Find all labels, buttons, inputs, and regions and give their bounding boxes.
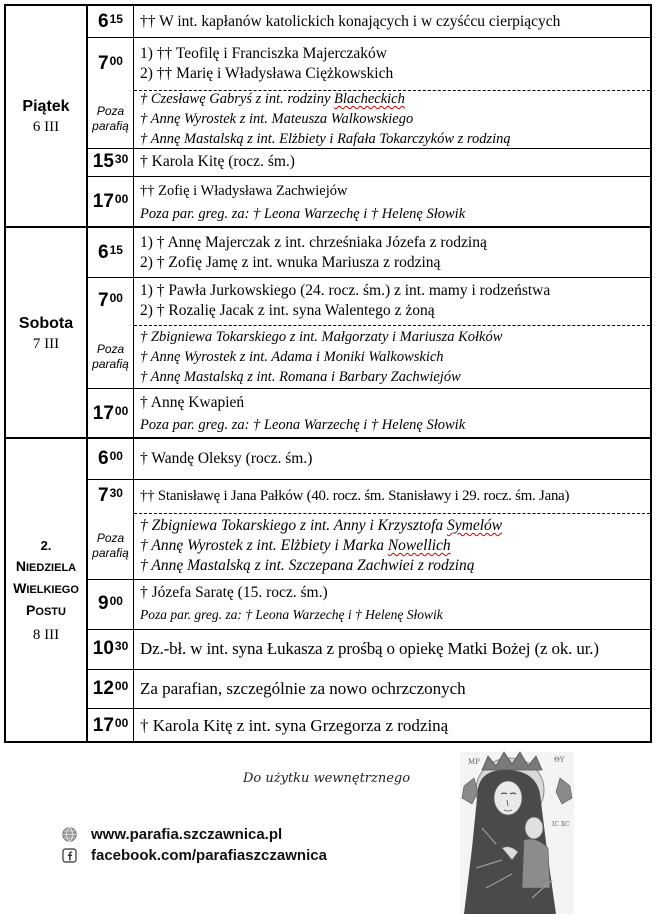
intention-line: † Karola Kitę (rocz. śm.) [140,153,295,170]
day-name-word: NIEDZIELA [15,557,77,574]
outside-parish-label: Poza parafią [88,513,134,579]
outside-parish-label: Poza parafią [88,325,134,388]
intention-line: 2) † Rozalię Jacak z int. syna Walentego z żoną [140,302,435,319]
intention-line: † Annę Mastalską z int. Szczepana Zachwiei z rodziną [140,557,475,574]
intention-line: 2) †† Marię i Władysława Ciężkowskich [140,64,394,82]
mass-intention [134,148,650,176]
intention-line: † Annę Mastalską z int. Romana i Barbary Zachwiejów [140,368,461,385]
website-link[interactable] [62,826,282,843]
svg-text:ΘΥ: ΘΥ [554,756,565,764]
day-date: 8 III [32,626,60,643]
mass-intention [134,439,650,479]
day-date: 7 III [32,335,60,352]
mass-intention [134,479,650,513]
day-date: 6 III [32,119,60,135]
day-name-number: 2. [40,537,52,553]
mass-intention [134,708,650,743]
intention-line: Za parafian, szczególnie za nowo ochrzczonych [140,678,466,698]
mass-intention [134,669,650,708]
gregorian-note: Poza par. greg. za: † Leona Warzechę i † Helenę Słowik [140,607,443,622]
intention-line: † Zbigniewa Tokarskiego z int. Anny i Krzysztofa Symelów [140,517,503,534]
outside-parish-intentions [134,513,650,579]
day-cell-saturday [6,228,88,439]
intention-line: † Zbigniewa Tokarskiego z int. Małgorzaty i Mariusza Kołków [140,328,503,345]
mass-time: 6 $^{15}$ [88,228,134,277]
intention-line: Dz.-bł. w int. syna Łukasza z prośbą o opiekę Matki Bożej (z ok. ur.) [140,639,599,658]
globe-icon [62,827,77,842]
mass-time: 17 $^{00}$ [88,176,134,228]
mass-intention [134,228,650,277]
mass-time: 15 $^{30}$ [88,148,134,176]
mass-time: 6 $^{15}$ [88,6,134,37]
svg-text:MP: MP [468,758,480,766]
svg-text:IC XC: IC XC [552,821,570,828]
day-name: Piątek [22,98,70,115]
mass-intention [134,277,650,325]
intention-line: † Józefa Saratę (15. rocz. śm.) [140,584,328,601]
outside-parish-intentions [134,325,650,388]
internal-use-note: Do użytku wewnętrznego [243,771,411,786]
mass-intention [134,388,650,439]
intention-line: † Annę Kwapień [140,393,245,411]
mass-time: 9 $^{00}$ [88,579,134,629]
mass-intention [134,6,650,37]
day-cell-sunday [6,439,88,741]
intention-line: † Annę Mastalską z int. Elżbiety i Rafała Tokarczyków z rodziną [140,131,511,147]
intention-line: † Karola Kitę z int. syna Grzegorza z rodziną [140,715,449,735]
outside-parish-label: Poza parafią [88,90,134,148]
facebook-url[interactable]: facebook.com/parafiaszczawnica [91,847,327,864]
mass-intention [134,176,650,228]
intention-line: † Czesławę Gabryś z int. rodziny Blacheckich [140,91,405,107]
intention-line: † Wandę Oleksy (rocz. śm.) [140,450,313,467]
mass-time: 7 $^{30}$ [88,479,134,513]
intention-line: † Annę Wyrostek z int. Elżbiety i Marka Nowellich [140,537,451,554]
intention-line: †† W int. kapłanów katolickich konających i w czyśćcu cierpiących [140,12,561,30]
day-name-word: WIELKIEGO [13,579,79,596]
day-name-word: POSTU [26,601,66,618]
day-cell-friday [6,6,88,228]
mass-schedule-table [4,4,652,743]
intention-line: 1) † Pawła Jurkowskiego (24. rocz. śm.) z int. mamy i rodzeństwa [140,282,551,299]
mass-time: 7 $^{00}$ [88,277,134,325]
mass-time: 12 $^{00}$ [88,669,134,708]
mass-time: 17 $^{00}$ [88,388,134,439]
intention-line: †† Stanisławę i Jana Pałków (40. rocz. śm. Stanisławy i 29. rocz. śm. Jana) [140,488,570,504]
gregorian-note: Poza par. greg. za: † Leona Warzechę i † Helenę Słowik [140,416,466,433]
day-name: Sobota [18,314,74,332]
gregorian-note: Poza par. greg. za: † Leona Warzechę i † Helenę Słowik [140,205,466,222]
intention-line: † Annę Wyrostek z int. Adama i Moniki Walkowskich [140,348,444,365]
mass-time: 17 $^{00}$ [88,708,134,743]
icon-image-our-lady [452,748,582,916]
facebook-icon [62,848,77,863]
mass-intention [134,37,650,90]
mass-time: 7 $^{00}$ [88,37,134,90]
intention-line: 1) † Annę Majerczak z int. chrześniaka Józefa z rodziną [140,233,487,251]
intention-line: 1) †† Teofilę i Franciszka Majerczaków [140,44,387,62]
facebook-link[interactable] [62,847,327,864]
website-url[interactable]: www.parafia.szczawnica.pl [91,826,283,843]
intention-line: 2) † Zofię Jamę z int. wnuka Mariusza z rodziną [140,253,441,271]
outside-parish-intentions [134,90,650,148]
intention-line: † Annę Wyrostek z int. Mateusza Walkowskiego [140,111,414,127]
mass-intention [134,629,650,669]
intention-line: †† Zofię i Władysława Zachwiejów [140,182,348,199]
mass-time: 10 $^{30}$ [88,629,134,669]
mass-intention [134,579,650,629]
mass-time: 6 $^{00}$ [88,439,134,479]
day-name [13,536,79,622]
